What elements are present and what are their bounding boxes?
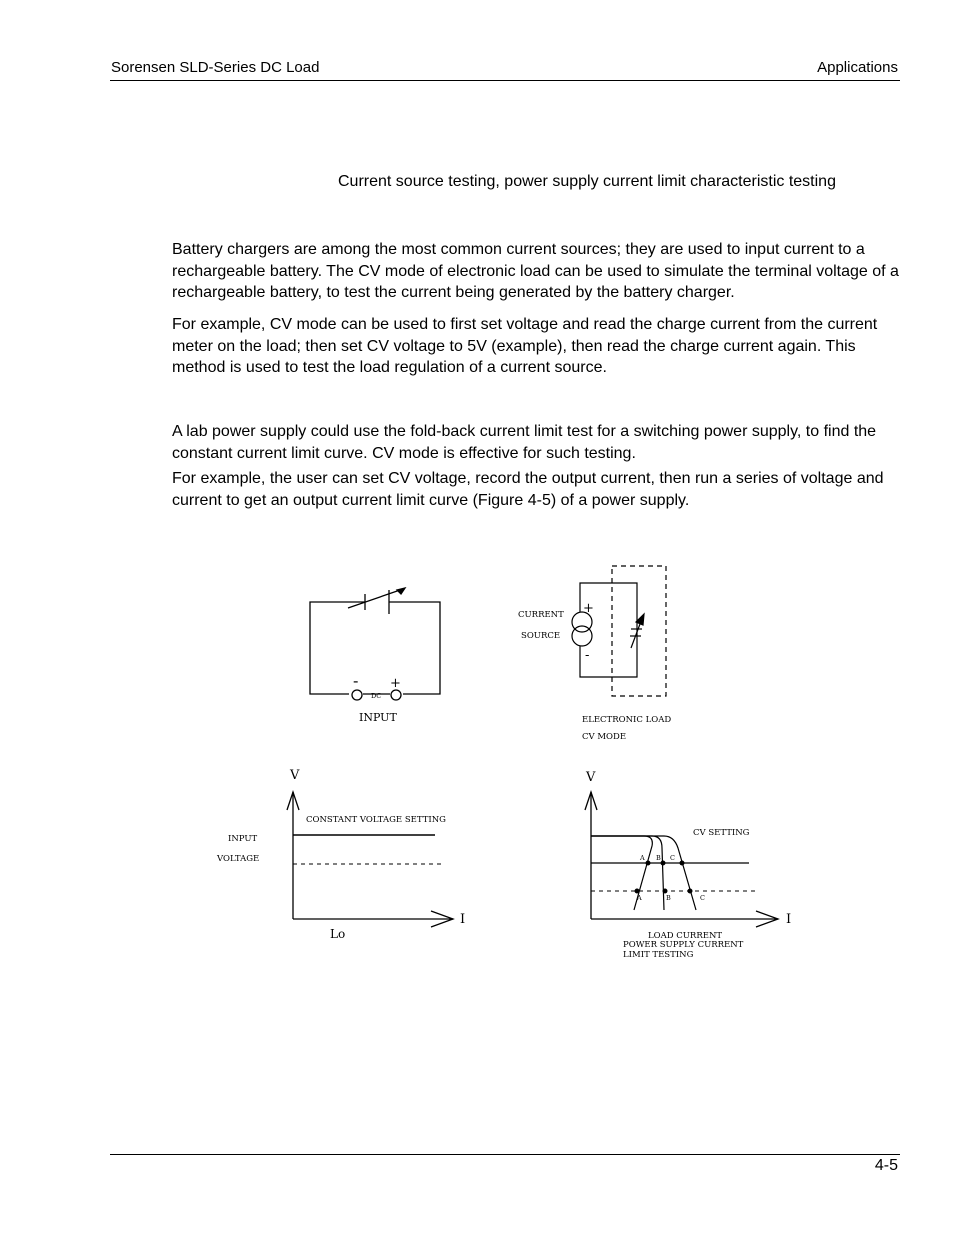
right-graph-v-axis: V — [586, 770, 596, 785]
constant-voltage-setting-label: CONSTANT VOLTAGE SETTING — [306, 815, 446, 825]
cv-setting-label: CV SETTING — [693, 828, 750, 838]
header-section: Applications — [817, 59, 898, 76]
point-c-upper-label: C — [670, 854, 675, 862]
lo-marker: Lo — [330, 927, 346, 941]
input-voltage-label-2: VOLTAGE — [217, 854, 260, 864]
limit-testing-caption: LIMIT TESTING — [623, 950, 694, 960]
left-graph-i-axis: I — [460, 912, 466, 927]
right-graph-i-axis: I — [786, 912, 792, 927]
dc-minus-label: - — [353, 671, 359, 690]
point-b-lower-label: B — [666, 894, 671, 902]
right-circuit-diagram — [572, 566, 666, 696]
electronic-load-caption: ELECTRONIC LOAD — [582, 715, 672, 725]
paragraph-current-limit-example: For example, the user can set CV voltage, record the output current, then run a series of voltage and current to get an output current limit curve (Figure 4-5) of a power supply. — [172, 470, 884, 509]
power-supply-current-caption: POWER SUPPLY CURRENT — [623, 940, 744, 950]
source-plus-label: + — [583, 601, 594, 616]
right-graph — [585, 792, 778, 927]
current-source-label-2: SOURCE — [521, 631, 561, 641]
left-circuit-diagram — [310, 588, 440, 700]
cv-mode-caption: CV MODE — [582, 732, 627, 742]
point-a-lower-label: A — [637, 894, 642, 902]
point-c-lower-label: C — [700, 894, 705, 902]
input-voltage-label-1: INPUT — [228, 834, 258, 844]
section-subtitle: Current source testing, power supply current limit characteristic testing — [338, 173, 836, 190]
left-graph-v-axis: V — [290, 768, 300, 783]
paragraph-battery-chargers: Battery chargers are among the most common current sources; they are used to input current to a rechargeable battery. The CV mode of electronic load can be used to simulate the terminal voltage of a rechargeable battery, to test the current being generated by the battery charger. — [172, 241, 899, 301]
load-current-caption: LOAD CURRENT — [648, 931, 723, 941]
point-a-upper-label: A — [640, 854, 645, 862]
dc-plus-label: + — [390, 676, 401, 691]
page-number: 4-5 — [874, 1157, 898, 1174]
footer-rule — [110, 1154, 900, 1155]
point-b-upper-label: B — [656, 854, 661, 862]
source-minus-label: - — [585, 648, 590, 663]
dc-label: DC — [371, 692, 382, 700]
current-source-label-1: CURRENT — [518, 610, 564, 620]
left-graph — [287, 792, 453, 927]
input-caption: INPUT — [359, 711, 397, 724]
paragraph-cv-example: For example, CV mode can be used to first set voltage and read the charge current from the current meter on the load; then set CV voltage to 5V (example), then read the charge current again. This method is used to test the load regulation of a current source. — [172, 316, 878, 376]
header-title: Sorensen SLD-Series DC Load — [111, 59, 320, 76]
paragraph-lab-power-supply: A lab power supply could use the fold-back current limit test for a switching power supply, to find the constant current limit curve. CV mode is effective for such testing. — [172, 423, 877, 462]
